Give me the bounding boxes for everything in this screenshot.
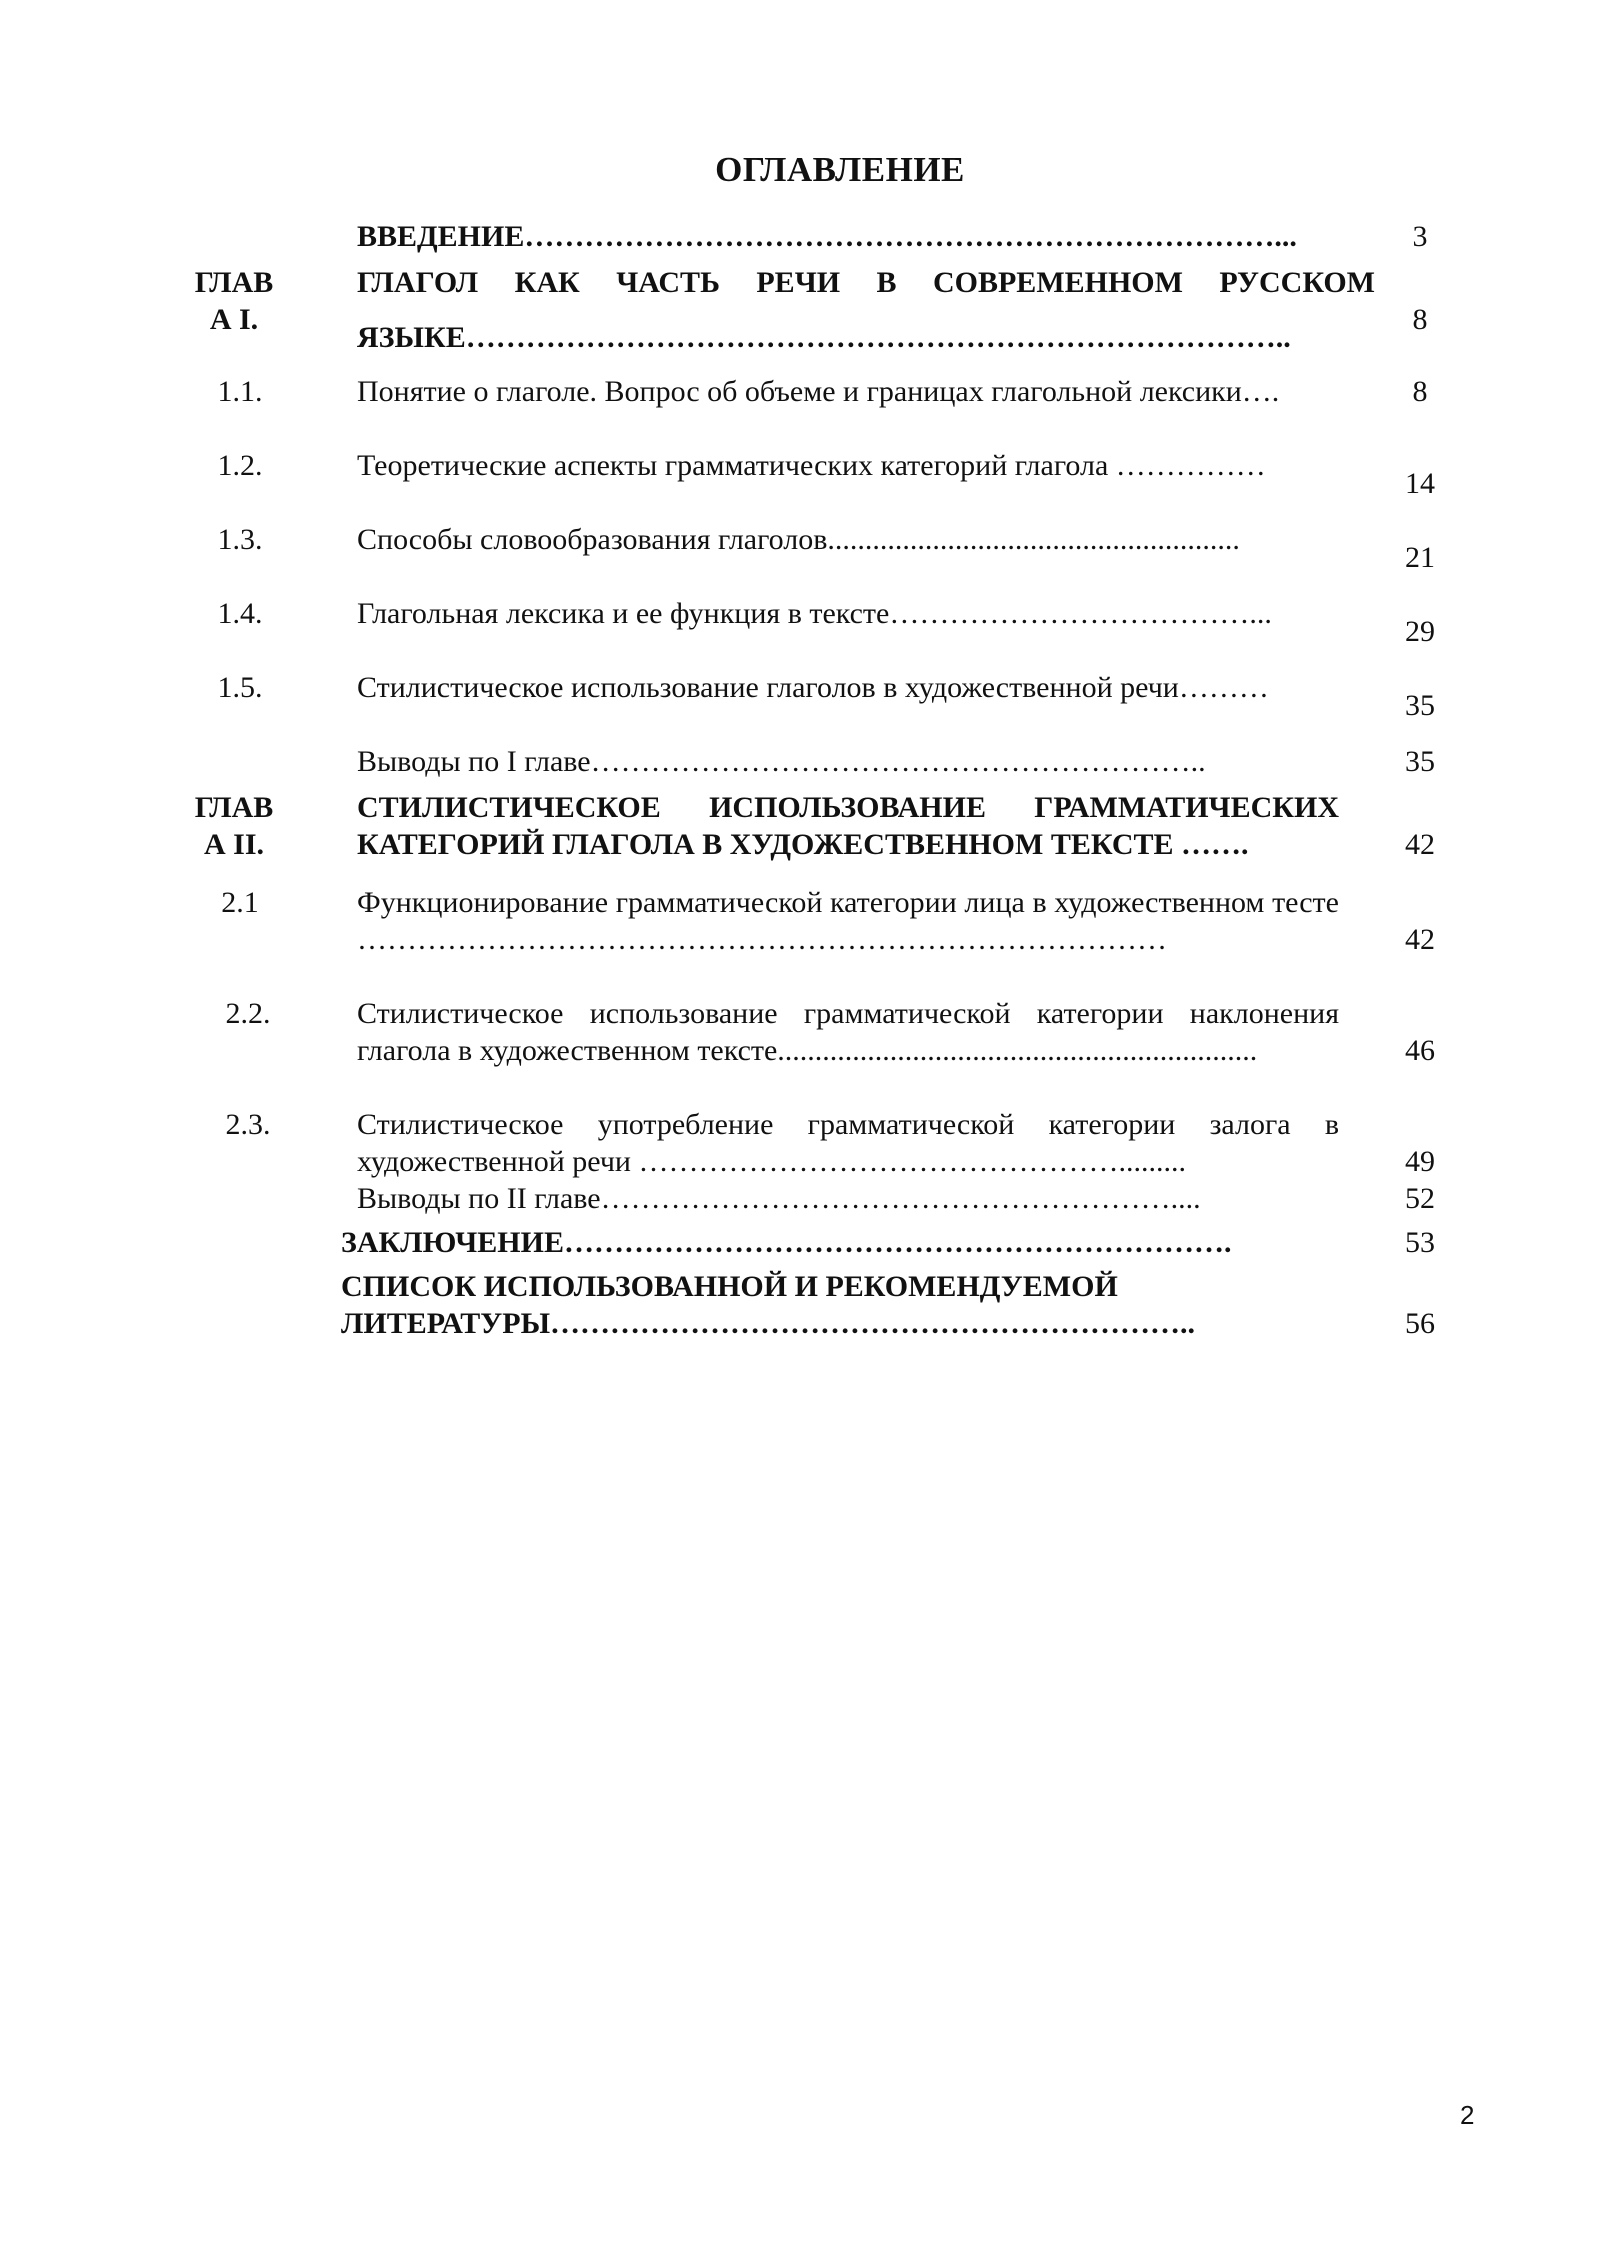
toc-page-number: 14 bbox=[1405, 467, 1435, 500]
toc-chapter-label: ГЛАВ А I. bbox=[194, 266, 274, 336]
page-number: 2 bbox=[1460, 2100, 1475, 2130]
toc-entry-text: Функционирование грамматической категории лица в художественном тесте ……………………………………………………………………… bbox=[357, 886, 1339, 956]
toc-chapter-label: ГЛАВ А II. bbox=[194, 791, 274, 861]
toc-page-number: 42 bbox=[1405, 923, 1435, 956]
toc-page-number: 52 bbox=[1405, 1182, 1435, 1215]
toc-section-number: 1.4. bbox=[217, 597, 263, 630]
toc-section-number: 1.5. bbox=[217, 671, 263, 704]
toc-page-number: 53 bbox=[1405, 1226, 1435, 1259]
toc-section-number: 2.1 bbox=[221, 886, 259, 919]
toc-entry-text: Выводы по II главе………………………………………………….... bbox=[357, 1182, 1201, 1215]
toc-entry-text: Стилистическое использование глаголов в художественной речи……… bbox=[357, 671, 1269, 704]
toc-entry-text: Теоретические аспекты грамматических категорий глагола …………… bbox=[357, 449, 1266, 482]
toc-section-number: 1.1. bbox=[217, 375, 263, 408]
toc-page-number: 8 bbox=[1412, 303, 1428, 336]
toc-page-number: 35 bbox=[1405, 689, 1435, 722]
toc-section-number: 2.2. bbox=[225, 997, 271, 1030]
document-title: ОГЛАВЛЕНИЕ bbox=[715, 150, 965, 189]
toc-entry-text: ГЛАГОЛ КАК ЧАСТЬ РЕЧИ В СОВРЕМЕННОМ РУССКОМ ЯЗЫКЕ……………………………………………………………………….. bbox=[357, 266, 1375, 354]
toc-entry-text: СПИСОК ИСПОЛЬЗОВАННОЙ И РЕКОМЕНДУЕМОЙ ЛИТЕРАТУРЫ……………………………………………………….. bbox=[341, 1270, 1196, 1340]
toc-entry-text: Глагольная лексика и ее функция в тексте………………………………... bbox=[357, 597, 1272, 630]
toc-page-number: 49 bbox=[1405, 1145, 1435, 1178]
toc-page-number: 35 bbox=[1405, 745, 1435, 778]
toc-section-number: 2.3. bbox=[225, 1108, 271, 1141]
toc-entry-text: ВВЕДЕНИЕ…………………………………………………………………... bbox=[357, 220, 1297, 253]
toc-entry-text: СТИЛИСТИЧЕСКОЕ ИСПОЛЬЗОВАНИЕ ГРАММАТИЧЕСКИХ КАТЕГОРИЙ ГЛАГОЛА В ХУДОЖЕСТВЕННОМ ТЕКСТЕ ……. bbox=[357, 791, 1339, 861]
toc-entry-text: Выводы по I главе…………………………………………………….. bbox=[357, 745, 1206, 778]
toc-page-number: 8 bbox=[1412, 375, 1428, 408]
toc-page-number: 29 bbox=[1405, 615, 1435, 648]
toc-entry-text: Способы словообразования глаголов....................................................... bbox=[357, 523, 1240, 556]
toc-page-number: 42 bbox=[1405, 828, 1435, 861]
toc-entry-text: Стилистическое употребление грамматической категории залога в художественной речи …………………………………………......... bbox=[357, 1108, 1339, 1178]
toc-page-number: 46 bbox=[1405, 1034, 1435, 1067]
toc-section-number: 1.2. bbox=[217, 449, 263, 482]
toc-page-number: 21 bbox=[1405, 541, 1435, 574]
toc-page-number: 3 bbox=[1412, 220, 1428, 253]
toc-entry-text: ЗАКЛЮЧЕНИЕ…………………………………………………………. bbox=[341, 1226, 1232, 1259]
toc-entry-text: Стилистическое использование грамматической категории наклонения глагола в художественном тексте................................................................ bbox=[357, 997, 1339, 1067]
toc-section-number: 1.3. bbox=[217, 523, 263, 556]
toc-entry-text: Понятие о глаголе. Вопрос об объеме и границах глагольной лексики…. bbox=[357, 375, 1280, 408]
toc-page-number: 56 bbox=[1405, 1307, 1435, 1340]
